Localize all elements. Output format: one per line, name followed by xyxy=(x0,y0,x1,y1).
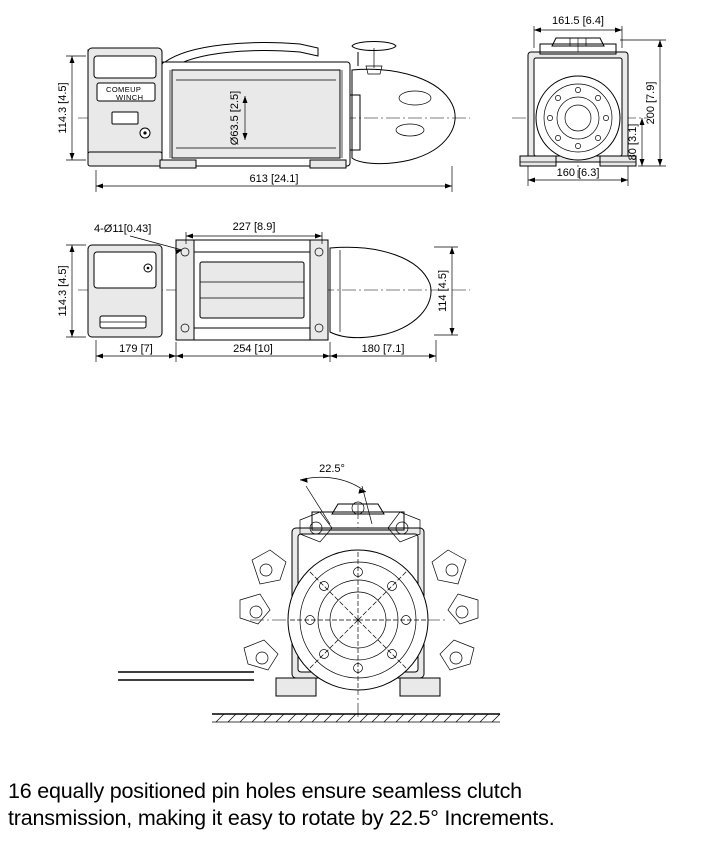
dim-top-drum-span-label: 227 [8.9] xyxy=(232,221,276,233)
dim-top-height-left-label: 114.3 [4.5] xyxy=(57,265,69,317)
dim-top-holes-label: 4-Ø11[0.43] xyxy=(94,223,152,235)
side-view-group xyxy=(57,42,470,193)
top-view-group xyxy=(57,221,470,362)
dim-side-height xyxy=(57,56,86,160)
dim-side-drum-dia-label: Ø63.5 [2.5] xyxy=(229,90,241,146)
dim-top-len-mid-label: 254 [10] xyxy=(233,343,273,355)
dim-top-len-left xyxy=(96,340,176,362)
dim-side-length xyxy=(96,166,452,192)
svg-text:WINCH: WINCH xyxy=(116,93,144,102)
dim-top-len-left-label: 179 [7] xyxy=(119,343,153,355)
caption-line-2: transmission, making it easy to rotate by 22.5° Increments. xyxy=(8,806,555,830)
dim-front-height-label: 200 [7.9] xyxy=(645,81,657,125)
dim-front-foot-height-label: 80 [3.1] xyxy=(627,123,639,161)
clutch-detail-group xyxy=(118,463,500,722)
dim-side-length-label: 613 [24.1] xyxy=(249,173,299,185)
dim-clutch-angle-label: 22.5° xyxy=(319,463,345,475)
dim-top-len-mid xyxy=(176,342,330,362)
dim-top-len-right-label: 180 [7.1] xyxy=(361,343,405,355)
caption-line-1: 16 equally positioned pin holes ensure seamless clutch xyxy=(8,779,522,803)
dim-front-width-top-label: 161.5 [6.4] xyxy=(552,15,604,27)
dim-front-width-bottom-label: 160 [6.3] xyxy=(556,167,600,179)
dim-side-height-label: 114.3 [4.5] xyxy=(57,82,69,134)
dim-top-height-left xyxy=(57,245,86,337)
dim-front-foot-height xyxy=(627,118,645,166)
caption-block xyxy=(8,778,714,832)
dim-top-height-right-label: 114 [4.5] xyxy=(437,270,449,312)
dim-clutch-angle xyxy=(300,463,372,524)
dim-front-width-bottom xyxy=(528,166,628,186)
dim-side-drum-dia xyxy=(229,91,248,145)
dim-top-height-right xyxy=(434,247,458,335)
dim-top-len-right xyxy=(330,340,436,362)
svg-text:COMEUP: COMEUP xyxy=(106,85,142,94)
front-view-group xyxy=(512,15,666,186)
